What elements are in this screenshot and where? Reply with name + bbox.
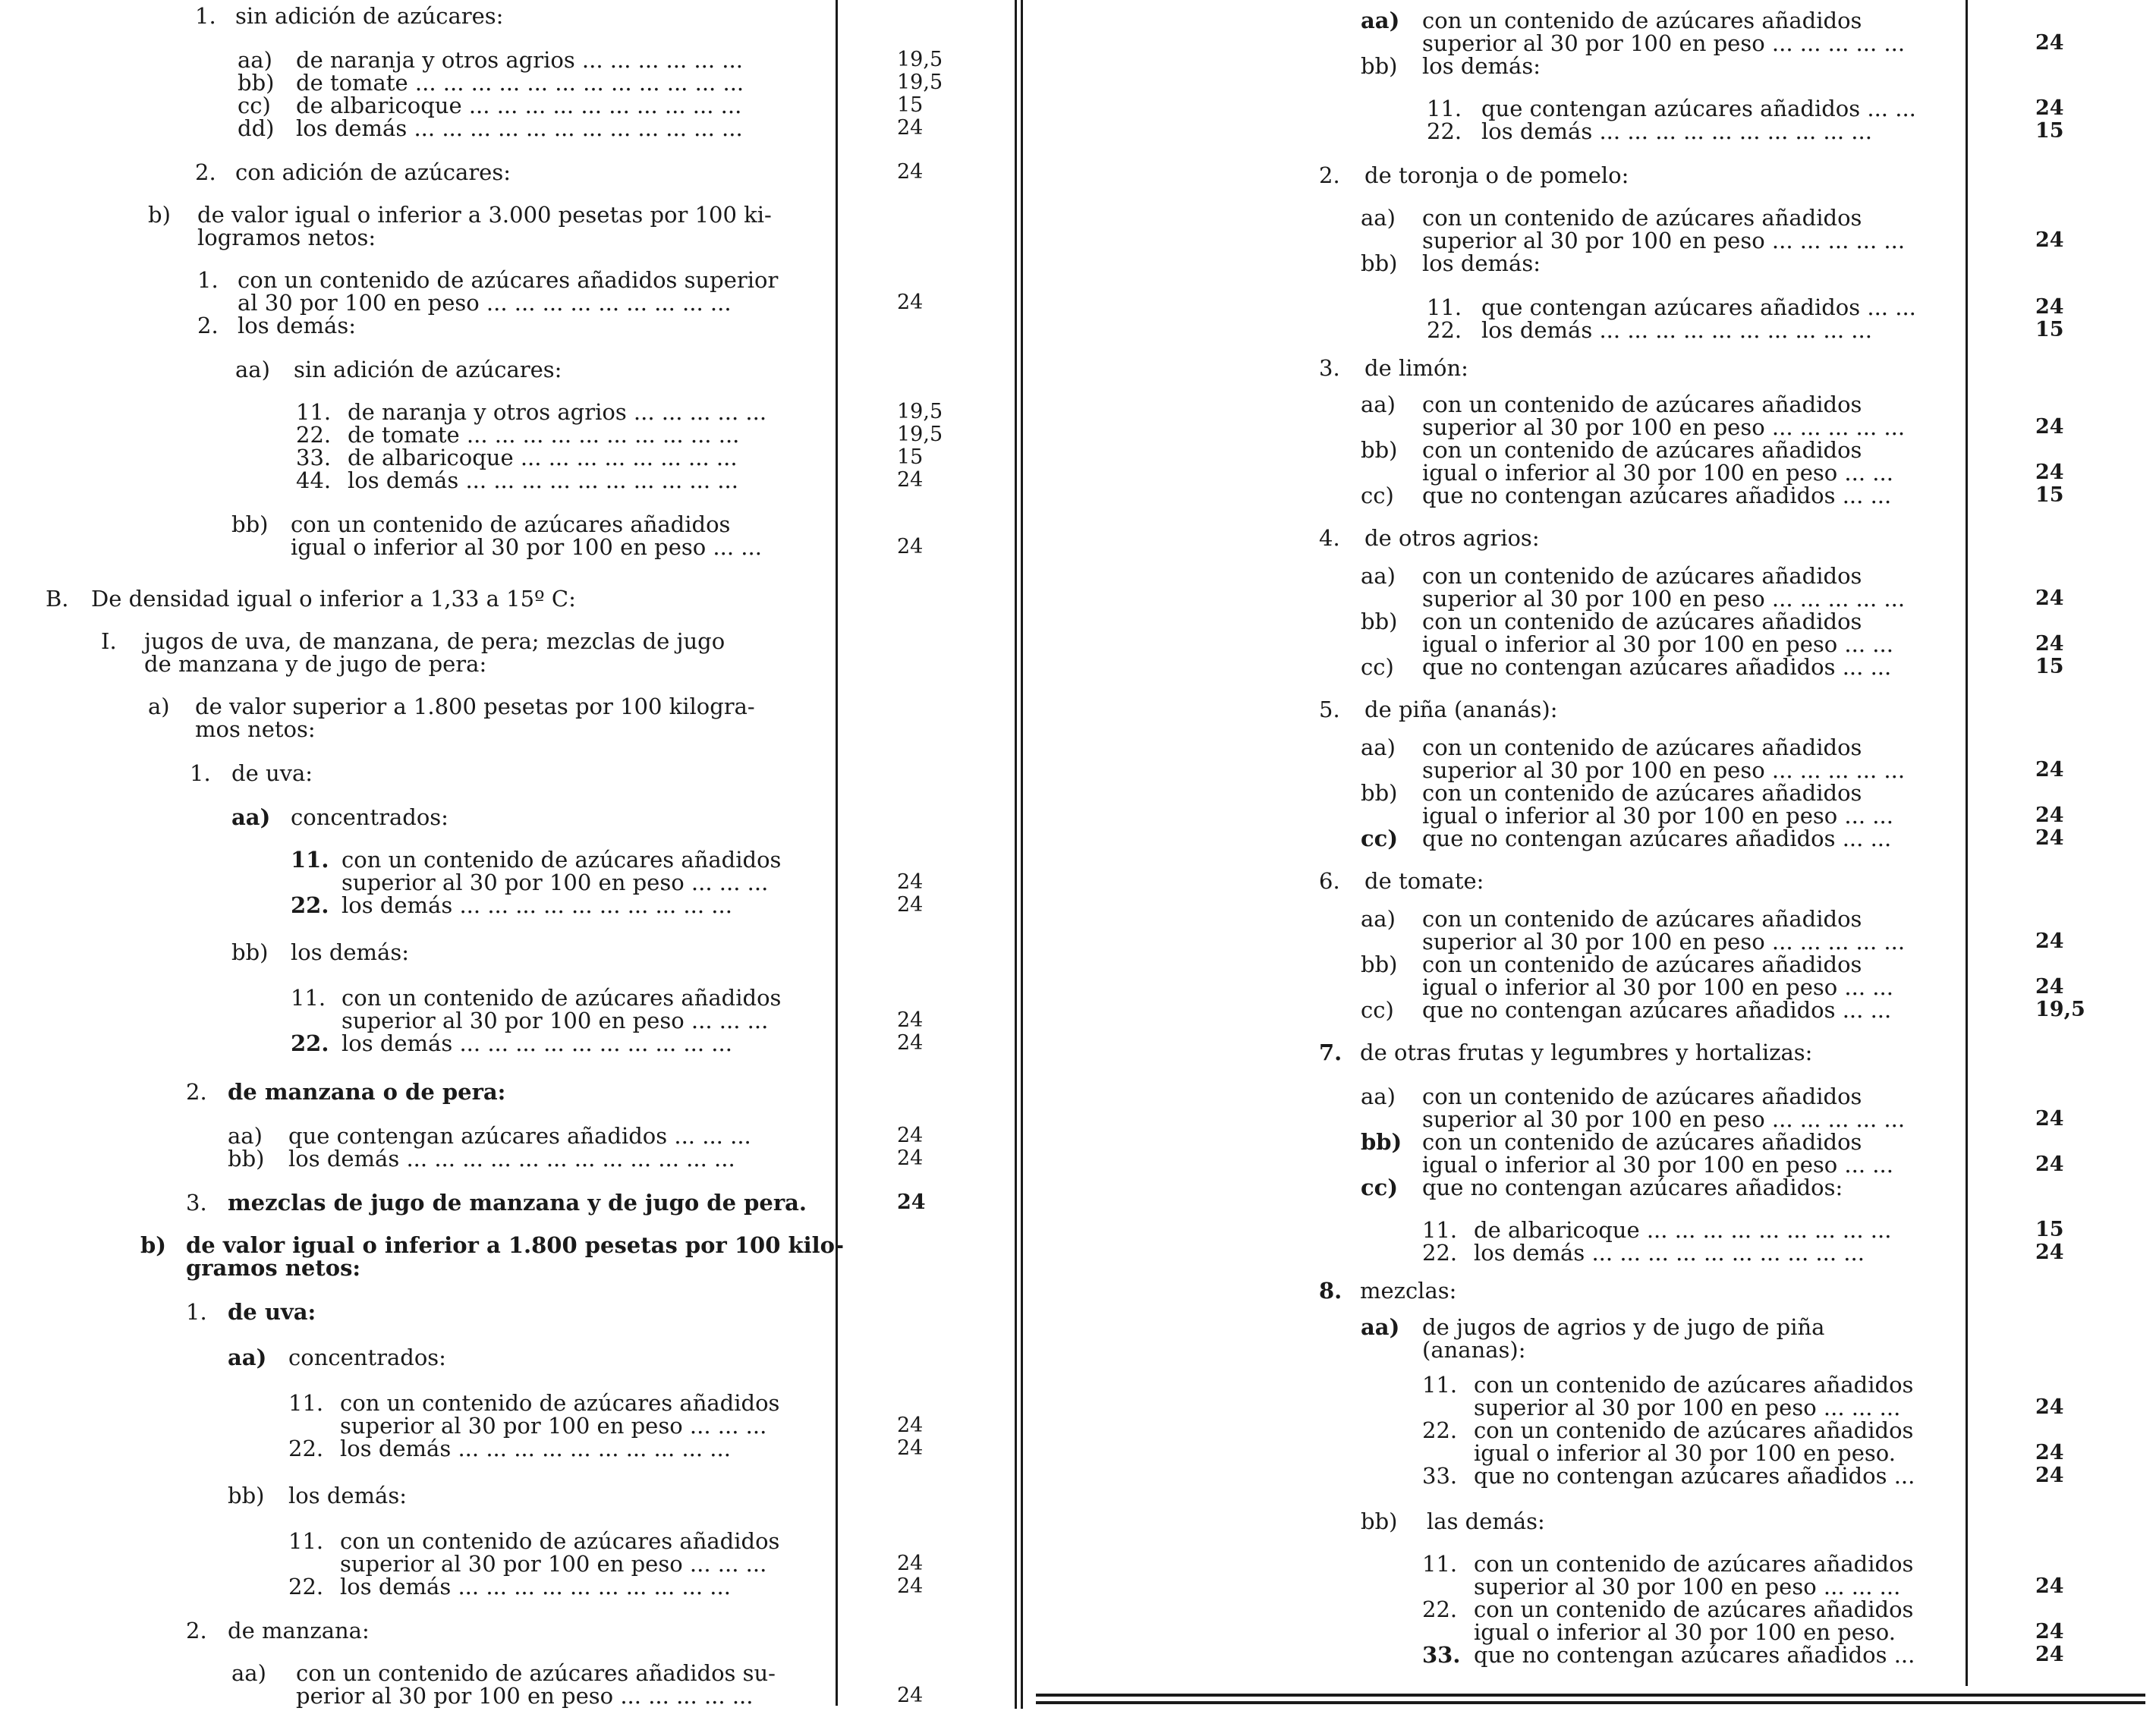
- item-text: con un contenido de azúcares añadidos: [340, 1390, 780, 1416]
- item-text: que contengan azúcares añadidos ... ... ...: [288, 1123, 751, 1149]
- item-text: de valor igual o inferior a 3.000 pesetas por 100 ki-: [197, 202, 772, 228]
- rate-value: 24: [897, 1436, 924, 1460]
- rate-value: 19,5: [897, 48, 943, 71]
- item-text: superior al 30 por 100 en peso ... ... ... ... ...: [1422, 586, 1906, 612]
- rate-value: 24: [897, 1414, 924, 1437]
- item-label: bb): [228, 1483, 265, 1508]
- item-text: de valor igual o inferior a 1.800 pesetas por 100 kilo-: [186, 1232, 844, 1258]
- item-label: bb): [1361, 609, 1398, 634]
- item-text: de valor superior a 1.800 pesetas por 100 kilogra-: [195, 694, 755, 719]
- item-label: a): [148, 694, 170, 719]
- item-text: los demás:: [1422, 53, 1541, 79]
- item-text: que no contengan azúcares añadidos ...: [1474, 1642, 1915, 1668]
- rate-value: 15: [2035, 655, 2064, 678]
- item-text: los demás ... ... ... ... ... ... ... ... ... ...: [1481, 118, 1872, 144]
- item-label: cc): [238, 93, 271, 118]
- item-label: aa): [1361, 1084, 1396, 1109]
- item-label: bb): [231, 939, 269, 965]
- item-label: 22.: [296, 422, 332, 448]
- item-text: que no contengan azúcares añadidos ...: [1474, 1463, 1915, 1489]
- item-label: 11.: [291, 847, 329, 873]
- item-label: 3.: [186, 1190, 207, 1216]
- item-text: superior al 30 por 100 en peso ... ... ...: [340, 1413, 767, 1439]
- item-label: cc): [1361, 997, 1394, 1023]
- rate-value: 15: [897, 445, 924, 469]
- rate-value: 24: [897, 1124, 924, 1147]
- item-text: con un contenido de azúcares añadidos: [1422, 906, 1862, 932]
- rate-value: 24: [897, 1008, 924, 1032]
- item-label: 22.: [1422, 1417, 1458, 1443]
- item-label: bb): [1361, 437, 1398, 463]
- item-text: superior al 30 por 100 en peso ... ... ...: [1474, 1395, 1901, 1420]
- rate-value: 15: [897, 93, 924, 117]
- item-label: 11.: [288, 1390, 324, 1416]
- item-label: 2.: [186, 1618, 207, 1644]
- rate-value: 24: [2035, 975, 2064, 999]
- rate-value: 24: [2035, 1574, 2064, 1598]
- item-label: 44.: [296, 467, 332, 493]
- rate-value: 24: [2035, 1107, 2064, 1131]
- item-text: superior al 30 por 100 en peso ... ... ... ... ...: [1422, 757, 1906, 783]
- item-text: sin adición de azúcares:: [294, 357, 562, 382]
- item-text: los demás ... ... ... ... ... ... ... ... ... ...: [340, 1436, 731, 1461]
- item-label: bb): [228, 1146, 265, 1172]
- item-label: 11.: [291, 985, 326, 1011]
- item-label: aa): [1361, 205, 1396, 231]
- rate-value: 24: [2035, 461, 2064, 484]
- item-text: de albaricoque ... ... ... ... ... ... ... ... ...: [1474, 1217, 1892, 1243]
- rate-value: 24: [2035, 1241, 2064, 1264]
- rate-value: 24: [2035, 632, 2064, 656]
- item-label: 4.: [1319, 525, 1340, 551]
- rate-value: 19,5: [897, 400, 943, 423]
- item-text: que contengan azúcares añadidos ... ...: [1481, 294, 1916, 320]
- item-label: 33.: [1422, 1463, 1458, 1489]
- item-text: con un contenido de azúcares añadidos: [291, 511, 731, 537]
- item-text: superior al 30 por 100 en peso ... ... ... ... ...: [1422, 1106, 1906, 1132]
- rate-value: 24: [2035, 587, 2064, 610]
- item-text: de toronja o de pomelo:: [1364, 162, 1629, 188]
- item-text: de manzana o de pera:: [228, 1079, 506, 1105]
- item-text: de jugos de agrios y de jugo de piña: [1422, 1314, 1825, 1340]
- item-text: que contengan azúcares añadidos ... ...: [1481, 96, 1916, 121]
- item-text: que no contengan azúcares añadidos ... ...: [1422, 483, 1892, 508]
- item-text: las demás:: [1427, 1508, 1545, 1534]
- item-label: aa): [235, 357, 270, 382]
- center-double-rule-a: [1015, 0, 1017, 1709]
- item-label: bb): [1361, 1508, 1398, 1534]
- item-text: de naranja y otros agrios ... ... ... ... ...: [348, 399, 767, 425]
- item-text: superior al 30 por 100 en peso ... ... ... ... ...: [1422, 228, 1906, 253]
- item-text: los demás ... ... ... ... ... ... ... ... ... ...: [340, 1574, 731, 1599]
- item-text: con un contenido de azúcares añadidos: [1422, 609, 1862, 634]
- item-text: perior al 30 por 100 en peso ... ... ... ... ...: [296, 1683, 754, 1709]
- rate-value: 24: [897, 291, 924, 314]
- item-label: 11.: [296, 399, 332, 425]
- item-text: con un contenido de azúcares añadidos: [340, 1528, 780, 1554]
- item-text: los demás ... ... ... ... ... ... ... ... ... ...: [348, 467, 738, 493]
- item-text: sin adición de azúcares:: [235, 3, 504, 29]
- item-label: bb): [1361, 952, 1398, 977]
- rate-value: 24: [897, 1147, 924, 1170]
- item-text: igual o inferior al 30 por 100 en peso ... ...: [1422, 631, 1893, 657]
- rate-value: 24: [897, 1574, 924, 1598]
- item-text: con un contenido de azúcares añadidos: [1422, 563, 1862, 589]
- item-text: con un contenido de azúcares añadidos: [1474, 1596, 1914, 1622]
- item-label: dd): [238, 115, 275, 141]
- item-label: aa): [1361, 392, 1396, 417]
- rate-value: 24: [897, 160, 924, 184]
- rate-value: 24: [2035, 929, 2064, 953]
- item-text: con un contenido de azúcares añadidos: [341, 847, 782, 873]
- item-label: 11.: [288, 1528, 324, 1554]
- rate-value: 24: [2035, 1620, 2064, 1644]
- item-label: 1.: [186, 1299, 207, 1325]
- item-label: aa): [1361, 906, 1396, 932]
- rate-value: 24: [897, 893, 924, 917]
- item-label: 5.: [1319, 697, 1340, 722]
- item-label: 22.: [291, 1030, 329, 1056]
- item-text: los demás ... ... ... ... ... ... ... ... ... ... ... ...: [296, 115, 743, 141]
- item-text: de otras frutas y legumbres y hortalizas:: [1360, 1040, 1813, 1065]
- item-text: mezclas:: [1360, 1278, 1457, 1304]
- rate-value: 24: [897, 1552, 924, 1575]
- item-text: con un contenido de azúcares añadidos: [1422, 952, 1862, 977]
- item-text: los demás ... ... ... ... ... ... ... ... ... ...: [1481, 317, 1872, 343]
- rate-value: 24: [2035, 1153, 2064, 1176]
- item-label: 22.: [1427, 317, 1462, 343]
- item-label: cc): [1361, 654, 1394, 680]
- item-label: 2.: [197, 313, 219, 338]
- item-text: que no contengan azúcares añadidos ... ...: [1422, 826, 1892, 851]
- item-text: igual o inferior al 30 por 100 en peso ... ...: [1422, 974, 1893, 1000]
- item-text: superior al 30 por 100 en peso ... ... ... ... ...: [1422, 30, 1906, 56]
- item-label: 1.: [197, 267, 219, 293]
- item-text: con un contenido de azúcares añadidos: [1422, 780, 1862, 806]
- item-label: b): [140, 1232, 166, 1258]
- item-text: gramos netos:: [186, 1255, 361, 1281]
- item-label: aa): [1361, 563, 1396, 589]
- item-label: 22.: [1422, 1596, 1458, 1622]
- item-text: que no contengan azúcares añadidos:: [1422, 1175, 1843, 1200]
- item-label: aa): [231, 804, 271, 830]
- item-label: 22.: [288, 1436, 324, 1461]
- item-text: igual o inferior al 30 por 100 en peso ... ...: [1422, 1152, 1893, 1178]
- item-text: con un contenido de azúcares añadidos: [1474, 1372, 1914, 1398]
- item-label: 8.: [1319, 1278, 1342, 1304]
- item-text: superior al 30 por 100 en peso ... ... ...: [341, 870, 769, 895]
- item-text: de tomate:: [1364, 868, 1484, 894]
- rate-value: 19,5: [897, 423, 943, 446]
- item-label: cc): [1361, 483, 1394, 508]
- rate-value: 24: [897, 468, 924, 492]
- item-label: b): [148, 202, 171, 228]
- item-label: aa): [231, 1660, 266, 1686]
- item-text: de otros agrios:: [1364, 525, 1540, 551]
- rate-value: 24: [897, 116, 924, 140]
- item-text: con un contenido de azúcares añadidos: [1422, 734, 1862, 760]
- item-label: B.: [46, 586, 69, 612]
- item-text: de limón:: [1364, 355, 1468, 381]
- item-text: superior al 30 por 100 en peso ... ... ... ... ...: [1422, 414, 1906, 440]
- item-label: bb): [1361, 1129, 1402, 1155]
- item-label: 11.: [1422, 1551, 1458, 1577]
- item-label: 2.: [186, 1079, 207, 1105]
- item-label: bb): [1361, 250, 1398, 276]
- item-label: 33.: [296, 445, 332, 470]
- item-text: los demás ... ... ... ... ... ... ... ... ... ... ... ...: [288, 1146, 735, 1172]
- item-text: mezclas de jugo de manzana y de jugo de pera.: [228, 1190, 807, 1216]
- bottom-double-rule-a: [1036, 1694, 2145, 1697]
- rate-value: 15: [2035, 119, 2064, 143]
- rate-value: 15: [2035, 1218, 2064, 1241]
- rate-value: 24: [2035, 415, 2064, 439]
- item-text: con un contenido de azúcares añadidos: [1422, 1129, 1862, 1155]
- rate-value: 15: [2035, 483, 2064, 507]
- item-text: de uva:: [228, 1299, 316, 1325]
- item-label: aa): [1361, 734, 1396, 760]
- item-text: con un contenido de azúcares añadidos: [1422, 205, 1862, 231]
- rate-value: 24: [2035, 826, 2064, 850]
- item-label: 3.: [1319, 355, 1340, 381]
- rate-value: 19,5: [2035, 998, 2085, 1021]
- item-label: 11.: [1427, 96, 1462, 121]
- item-text: superior al 30 por 100 en peso ... ... ... ... ...: [1422, 929, 1906, 955]
- item-label: bb): [238, 70, 275, 96]
- rate-value: 24: [897, 1191, 926, 1214]
- item-text: con un contenido de azúcares añadidos: [1474, 1551, 1914, 1577]
- item-text: mos netos:: [195, 716, 316, 742]
- rate-value: 24: [2035, 295, 2064, 319]
- item-label: 11.: [1422, 1372, 1458, 1398]
- item-text: los demás:: [291, 939, 410, 965]
- left-column-rule: [836, 0, 838, 1706]
- item-label: aa): [228, 1123, 263, 1149]
- item-text: con un contenido de azúcares añadidos: [1422, 1084, 1862, 1109]
- rate-value: 24: [2035, 1464, 2064, 1487]
- item-label: bb): [231, 511, 269, 537]
- item-label: 22.: [291, 892, 329, 918]
- center-double-rule-b: [1021, 0, 1023, 1709]
- item-text: de manzana:: [228, 1618, 370, 1644]
- item-text: de piña (ananás):: [1364, 697, 1558, 722]
- rate-value: 15: [2035, 318, 2064, 341]
- item-label: 1.: [195, 3, 216, 29]
- item-label: aa): [228, 1345, 267, 1370]
- item-text: de albaricoque ... ... ... ... ... ... ... ...: [348, 445, 738, 470]
- item-text: logramos netos:: [197, 225, 376, 250]
- item-text: igual o inferior al 30 por 100 en peso ... ...: [1422, 460, 1893, 486]
- item-text: de uva:: [231, 760, 313, 786]
- item-label: 11.: [1422, 1217, 1458, 1243]
- item-label: 11.: [1427, 294, 1462, 320]
- item-text: de tomate ... ... ... ... ... ... ... ... ... ...: [348, 422, 740, 448]
- rate-value: 24: [2035, 31, 2064, 55]
- item-label: I.: [101, 628, 117, 654]
- item-text: igual o inferior al 30 por 100 en peso ... ...: [1422, 803, 1893, 829]
- rate-value: 24: [897, 870, 924, 894]
- rate-value: 24: [897, 1031, 924, 1055]
- item-text: los demás:: [238, 313, 357, 338]
- item-text: con un contenido de azúcares añadidos: [341, 985, 782, 1011]
- rate-value: 24: [2035, 1441, 2064, 1464]
- item-label: cc): [1361, 1175, 1399, 1200]
- item-text: jugos de uva, de manzana, de pera; mezclas de jugo: [144, 628, 725, 654]
- rate-value: 24: [2035, 1395, 2064, 1419]
- item-text: los demás:: [1422, 250, 1541, 276]
- item-label: 22.: [1422, 1240, 1458, 1266]
- item-label: 22.: [288, 1574, 324, 1599]
- item-text: con adición de azúcares:: [235, 159, 511, 185]
- item-label: 22.: [1427, 118, 1462, 144]
- item-text: superior al 30 por 100 en peso ... ... ...: [341, 1008, 769, 1033]
- item-text: de albaricoque ... ... ... ... ... ... ... ... ... ...: [296, 93, 742, 118]
- item-text: que no contengan azúcares añadidos ... ...: [1422, 997, 1892, 1023]
- item-label: 1.: [190, 760, 211, 786]
- item-text: los demás ... ... ... ... ... ... ... ... ... ...: [1474, 1240, 1865, 1266]
- item-label: 7.: [1319, 1040, 1342, 1065]
- item-text: con un contenido de azúcares añadidos superior: [238, 267, 779, 293]
- item-label: 33.: [1422, 1642, 1461, 1668]
- item-text: los demás ... ... ... ... ... ... ... ... ... ...: [341, 892, 732, 918]
- item-text: los demás:: [288, 1483, 408, 1508]
- rate-value: 24: [2035, 804, 2064, 827]
- item-text: igual o inferior al 30 por 100 en peso.: [1474, 1619, 1896, 1645]
- item-label: 2.: [195, 159, 216, 185]
- rate-value: 24: [897, 1684, 924, 1707]
- item-label: aa): [1361, 1314, 1400, 1340]
- rate-value: 24: [2035, 228, 2064, 252]
- item-text: con un contenido de azúcares añadidos su-: [296, 1660, 776, 1686]
- item-text: de tomate ... ... ... ... ... ... ... ... ... ... ... ...: [296, 70, 744, 96]
- bottom-double-rule-b: [1036, 1701, 2145, 1704]
- rate-value: 24: [2035, 1643, 2064, 1666]
- item-label: bb): [1361, 53, 1398, 79]
- item-text: concentrados:: [288, 1345, 446, 1370]
- rate-value: 19,5: [897, 71, 943, 94]
- rate-value: 24: [2035, 758, 2064, 782]
- item-text: con un contenido de azúcares añadidos: [1422, 8, 1862, 33]
- item-text: de naranja y otros agrios ... ... ... ... ... ...: [296, 47, 743, 73]
- item-text: con un contenido de azúcares añadidos: [1474, 1417, 1914, 1443]
- item-label: aa): [1361, 8, 1400, 33]
- rate-value: 24: [2035, 96, 2064, 120]
- item-text: con un contenido de azúcares añadidos: [1422, 437, 1862, 463]
- item-text: igual o inferior al 30 por 100 en peso ... ...: [291, 534, 762, 560]
- item-text: superior al 30 por 100 en peso ... ... ...: [340, 1551, 767, 1577]
- item-text: con un contenido de azúcares añadidos: [1422, 392, 1862, 417]
- right-column-rule: [1966, 0, 1968, 1686]
- item-text: (ananas):: [1422, 1337, 1526, 1363]
- item-label: 6.: [1319, 868, 1340, 894]
- item-label: aa): [238, 47, 272, 73]
- item-text: superior al 30 por 100 en peso ... ... ...: [1474, 1574, 1901, 1599]
- item-text: concentrados:: [291, 804, 449, 830]
- item-text: que no contengan azúcares añadidos ... ...: [1422, 654, 1892, 680]
- item-label: 2.: [1319, 162, 1340, 188]
- item-label: bb): [1361, 780, 1398, 806]
- item-text: igual o inferior al 30 por 100 en peso.: [1474, 1440, 1896, 1466]
- item-label: cc): [1361, 826, 1399, 851]
- item-text: de manzana y de jugo de pera:: [144, 651, 487, 677]
- item-text: De densidad igual o inferior a 1,33 a 15º C:: [91, 586, 576, 612]
- item-text: al 30 por 100 en peso ... ... ... ... ... ... ... ... ...: [238, 290, 732, 316]
- item-text: los demás ... ... ... ... ... ... ... ... ... ...: [341, 1030, 732, 1056]
- rate-value: 24: [897, 535, 924, 558]
